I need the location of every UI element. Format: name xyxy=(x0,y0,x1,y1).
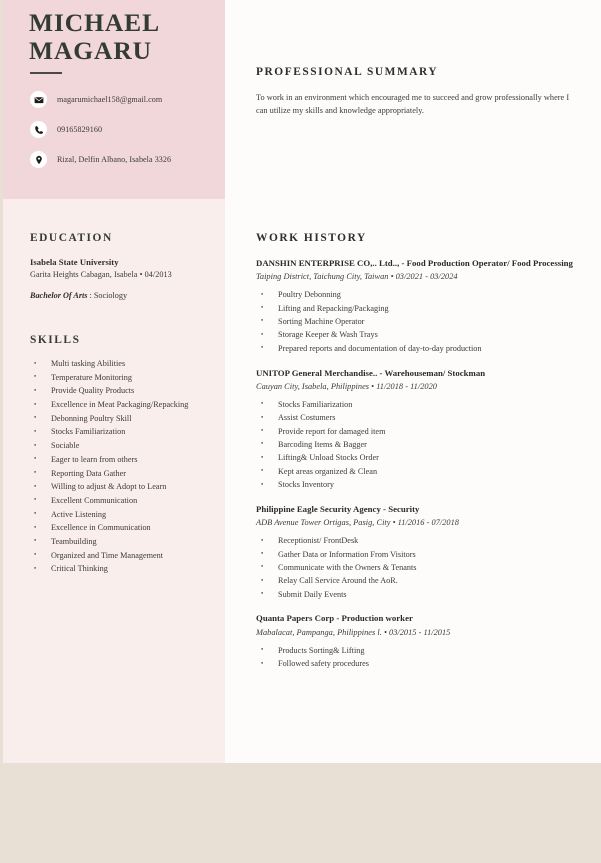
work-history-entry xyxy=(256,503,578,601)
skills-title: SKILLS xyxy=(30,334,81,346)
skill-item: ▪ Active Listening xyxy=(30,509,216,521)
skill-item: ▪ Reporting Data Gather xyxy=(30,468,216,480)
skill-item: ▪ Critical Thinking xyxy=(30,563,216,575)
skill-item: ▪ Excellent Communication xyxy=(30,495,216,507)
job-meta: Mabalacat, Pampanga, Philippines l. • 03/2015 - 11/2015 xyxy=(256,627,451,637)
job-duty-list xyxy=(256,289,578,354)
envelope-icon xyxy=(30,91,47,108)
job-title: Quanta Papers Corp - Production worker xyxy=(256,613,413,624)
work-history-title: WORK HISTORY xyxy=(256,232,367,244)
job-duty-list xyxy=(256,645,578,670)
education-degree-separator: : xyxy=(87,290,94,300)
job-duty-item: ▪ Prepared reports and documentation of day-to-day production xyxy=(256,343,578,355)
job-duty-item: ▪ Poultry Debonning xyxy=(256,289,578,301)
job-duty-item: ▪ Lifting and Repacking/Packaging xyxy=(256,303,578,315)
name-divider xyxy=(30,72,62,74)
professional-summary-text: To work in an environment which encouraged me to succeed and grow professionally where I can utilize my skills and knowledge appropriately. xyxy=(256,93,570,116)
contact-address-text: Rizal, Delfin Albano, Isabela 3326 xyxy=(57,155,172,164)
professional-summary-title: PROFESSIONAL SUMMARY xyxy=(256,66,439,78)
job-duty-item: ▪ Submit Daily Events xyxy=(256,589,578,601)
skill-item: ▪ Provide Quality Products xyxy=(30,385,216,397)
job-duty-item: ▪ Provide report for damaged item xyxy=(256,426,578,438)
skill-item: ▪ Temperature Monitoring xyxy=(30,372,216,384)
education-degree-label: Bachelor Of Arts xyxy=(30,290,88,300)
contact-email-text: magarumichael158@gmail.com xyxy=(57,95,163,104)
job-duty-item: ▪ Sorting Machine Operator xyxy=(256,316,578,328)
skill-item: ▪ Teambuilding xyxy=(30,536,216,548)
location-pin-icon xyxy=(30,151,47,168)
job-duty-item: ▪ Communicate with the Owners & Tenants xyxy=(256,562,578,574)
skill-item: ▪ Stocks Familiarization xyxy=(30,426,216,438)
job-duty-item: ▪ Products Sorting& Lifting xyxy=(256,645,578,657)
skills-list xyxy=(30,358,216,575)
contact-phone-text: 09165829160 xyxy=(57,125,103,134)
phone-icon xyxy=(30,121,47,138)
name-header-block xyxy=(3,0,225,199)
sidebar xyxy=(3,0,225,763)
resume-page xyxy=(3,0,601,763)
contact-address-row xyxy=(30,151,220,168)
full-name xyxy=(29,9,219,65)
education-meta: Garita Heights Cabagan, Isabela • 04/2013 xyxy=(30,270,172,279)
education-degree xyxy=(30,290,216,303)
job-meta: Taiping District, Taichung City, Taiwan • 03/2021 - 03/2024 xyxy=(256,272,458,282)
job-duty-list xyxy=(256,535,578,600)
job-duty-item: ▪ Lifting& Unload Stocks Order xyxy=(256,452,578,464)
job-meta: Cauyan City, Isabela, Philippines • 11/2018 - 11/2020 xyxy=(256,381,437,391)
skills-section xyxy=(30,334,216,577)
job-title: UNITOP General Merchandise.. - Warehouseman/ Stockman xyxy=(256,367,486,378)
first-name: MICHAEL xyxy=(29,8,160,37)
job-duty-item: ▪ Receptionist/ FrontDesk xyxy=(256,535,578,547)
main-column xyxy=(225,0,601,763)
job-duty-list xyxy=(256,399,578,491)
work-history-entry xyxy=(256,612,578,669)
work-history-section xyxy=(256,232,578,682)
contact-email-row xyxy=(30,91,220,108)
skill-item: ▪ Willing to adjust & Adopt to Learn xyxy=(30,481,216,493)
job-duty-item: ▪ Kept areas organized & Clean xyxy=(256,466,578,478)
job-duty-item: ▪ Stocks Inventory xyxy=(256,479,578,491)
education-title: EDUCATION xyxy=(30,232,113,244)
job-duty-item: ▪ Barcoding Items & Bagger xyxy=(256,439,578,451)
job-duty-item: ▪ Assist Costumers xyxy=(256,412,578,424)
skill-item: ▪ Excellence in Communication xyxy=(30,522,216,534)
last-name: MAGARU xyxy=(29,36,152,65)
skill-item: ▪ Sociable xyxy=(30,440,216,452)
contact-phone-row xyxy=(30,121,220,138)
job-duty-item: ▪ Storage Keeper & Wash Trays xyxy=(256,329,578,341)
work-history-entry xyxy=(256,367,578,491)
work-history-list xyxy=(256,257,578,670)
contact-list xyxy=(30,91,220,181)
skill-item: ▪ Eager to learn from others xyxy=(30,454,216,466)
skill-item: ▪ Organized and Time Management xyxy=(30,550,216,562)
job-duty-item: ▪ Followed safety procedures xyxy=(256,658,578,670)
work-history-entry xyxy=(256,257,578,355)
job-title: Philippine Eagle Security Agency - Security xyxy=(256,503,420,514)
education-school: Isabela State University xyxy=(30,257,119,267)
skill-item: ▪ Debonning Poultry Skill xyxy=(30,413,216,425)
job-duty-item: ▪ Relay Call Service Around the AoR. xyxy=(256,575,578,587)
education-degree-field: Sociology xyxy=(93,290,128,300)
job-meta: ADB Avenue Tower Ortigas, Pasig, City • 11/2016 - 07/2018 xyxy=(256,518,459,528)
job-title: DANSHIN ENTERPRISE CO,.. Ltd.., - Food Production Operator/ Food Processing xyxy=(256,258,573,268)
job-duty-item: ▪ Stocks Familiarization xyxy=(256,399,578,411)
education-section xyxy=(30,232,216,302)
skill-item: ▪ Excellence in Meat Packaging/Repacking xyxy=(30,399,216,411)
professional-summary-section xyxy=(256,66,578,117)
skill-item: ▪ Multi tasking Abilities xyxy=(30,358,216,370)
job-duty-item: ▪ Gather Data or Information From Visitors xyxy=(256,549,578,561)
